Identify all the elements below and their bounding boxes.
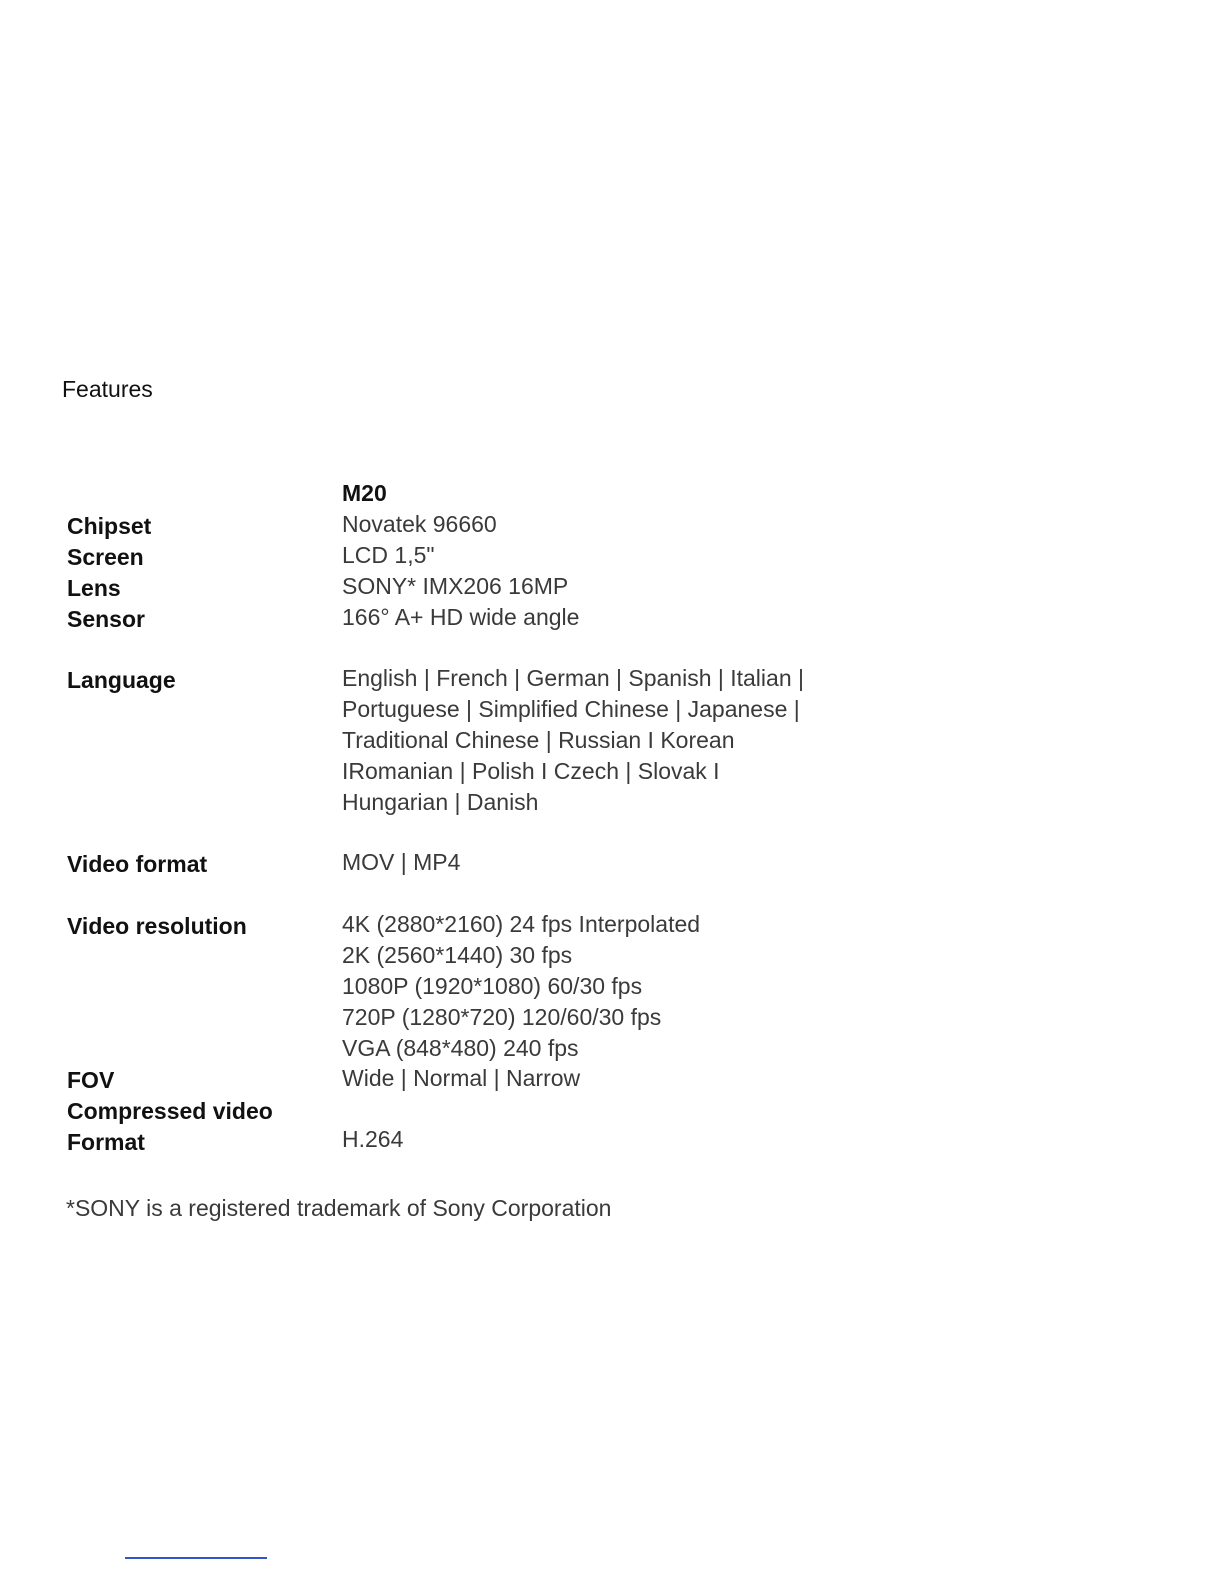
lens-label: Lens	[67, 575, 121, 601]
video-format-value: MOV | MP4	[342, 849, 461, 875]
section-title: Features	[62, 376, 153, 402]
chipset-label: Chipset	[67, 513, 152, 539]
video-resolution-line: 4K (2880*2160) 24 fps Interpolated	[342, 911, 701, 937]
fov-label: FOV	[67, 1067, 115, 1093]
compressed-video-label: Compressed video	[67, 1098, 273, 1124]
chipset-value: Novatek 96660	[342, 511, 497, 537]
language-line: IRomanian | Polish I Czech | Slovak I	[342, 758, 720, 784]
video-resolution-line: 720P (1280*720) 120/60/30 fps	[342, 1004, 662, 1030]
video-resolution-line: VGA (848*480) 240 fps	[342, 1035, 579, 1061]
language-line: Portuguese | Simplified Chinese | Japanese |	[342, 696, 800, 722]
sensor-label: Sensor	[67, 606, 145, 632]
language-line: Traditional Chinese | Russian I Korean	[342, 727, 735, 753]
language-label: Language	[67, 667, 176, 693]
fov-value: Wide | Normal | Narrow	[342, 1065, 581, 1091]
screen-value: LCD 1,5"	[342, 542, 435, 568]
product-name: M20	[342, 480, 387, 506]
video-resolution-label: Video resolution	[67, 913, 247, 939]
video-resolution-line: 1080P (1920*1080) 60/30 fps	[342, 973, 643, 999]
language-line: English | French | German | Spanish | Italian |	[342, 665, 804, 691]
video-format-label: Video format	[67, 851, 208, 877]
format-value: H.264	[342, 1126, 404, 1152]
screen-label: Screen	[67, 544, 144, 570]
format-label: Format	[67, 1129, 145, 1155]
lens-value: SONY* IMX206 16MP	[342, 573, 569, 599]
trademark-footnote: *SONY is a registered trademark of Sony Corporation	[66, 1195, 612, 1221]
bottom-divider	[125, 1557, 267, 1559]
language-line: Hungarian | Danish	[342, 789, 539, 815]
video-resolution-line: 2K (2560*1440) 30 fps	[342, 942, 573, 968]
sensor-value: 166° A+ HD wide angle	[342, 604, 580, 630]
